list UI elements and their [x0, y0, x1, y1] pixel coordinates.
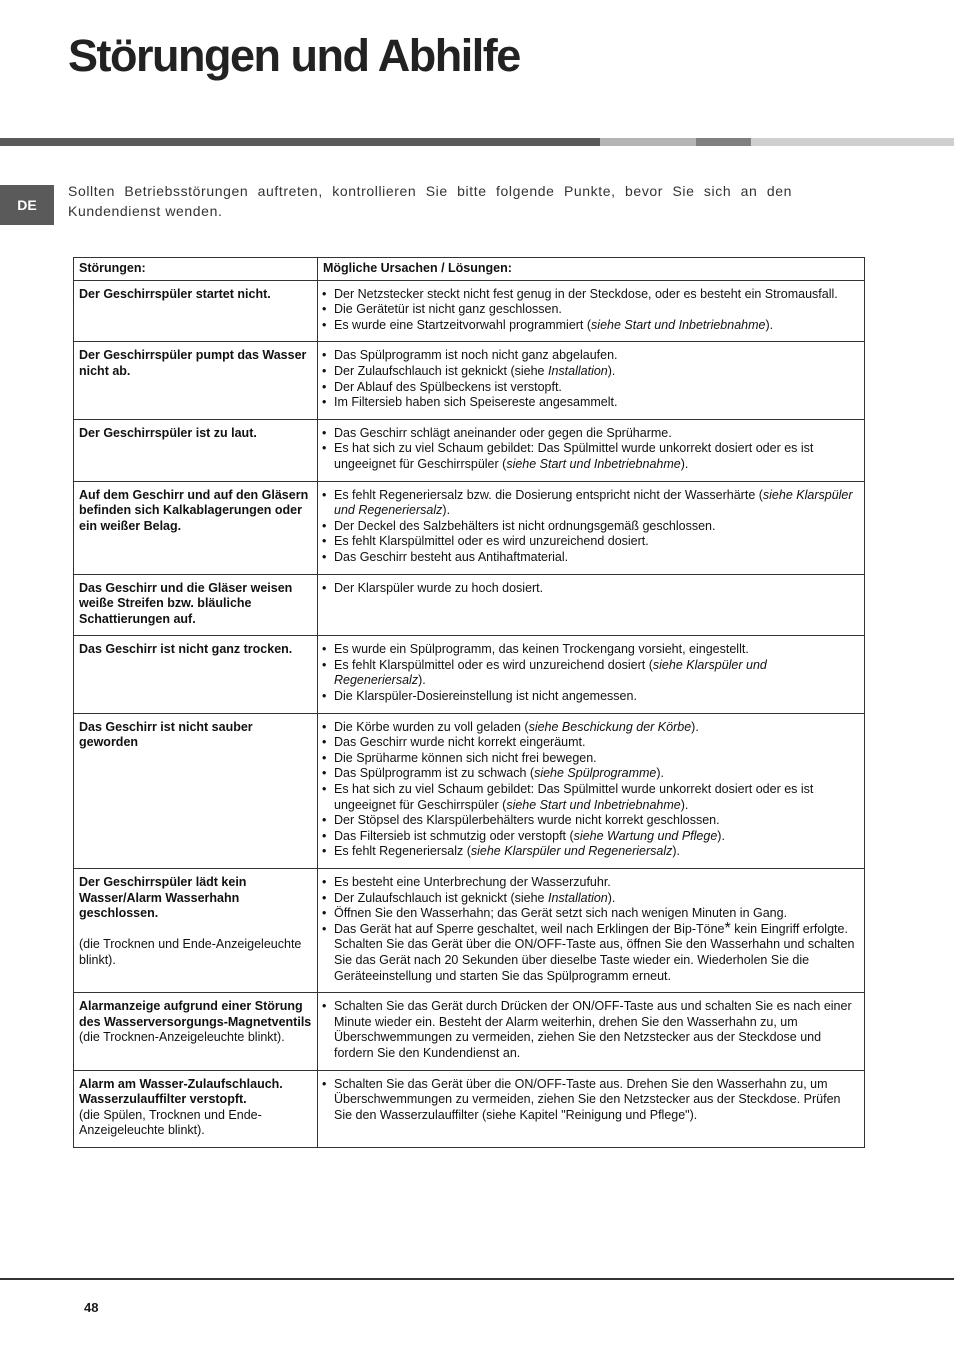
problem-note: (die Trocknen-Anzeigeleuchte blinkt).	[79, 1030, 285, 1045]
table-row	[74, 636, 865, 713]
list-item: • Es hat sich zu viel Schaum gebildet: Das Spülmittel wurde unkorrekt dosiert oder es ist ungeeignet für Geschirrspüler (siehe Start und Inbetriebnahme).	[322, 441, 859, 472]
language-tab: DE	[0, 185, 54, 225]
list-item: • Die Sprüharme können sich nicht frei bewegen.	[322, 751, 859, 767]
problem-cell	[74, 993, 318, 1070]
problem-text: Der Geschirrspüler lädt kein Wasser/Alarm Wasserhahn geschlossen.	[79, 875, 247, 921]
solution-cell	[318, 574, 865, 636]
solution-cell	[318, 993, 865, 1070]
list-item: • Schalten Sie das Gerät über die ON/OFF-Taste aus. Drehen Sie den Wasserhahn zu, um Überschwemmungen zu vermeiden, ziehen Sie den Netzstecker aus der Steckdose. Prüfen Sie den Wasserzulauffilter (siehe Kapitel "Reinigung und Pflege").	[322, 1077, 859, 1124]
problem-text: Der Geschirrspüler startet nicht.	[79, 286, 271, 301]
list-item: • Das Filtersieb ist schmutzig oder verstopft (siehe Wartung und Pflege).	[322, 829, 859, 845]
problem-text: Auf dem Geschirr und auf den Gläsern befinden sich Kalkablagerungen oder ein weißer Belag.	[79, 487, 309, 533]
header-solution: Mögliche Ursachen / Lösungen:	[318, 258, 865, 281]
table-header-row	[74, 258, 865, 281]
table-body	[74, 280, 865, 1147]
solution-cell	[318, 419, 865, 481]
table-row	[74, 869, 865, 993]
list-item: • Das Geschirr wurde nicht korrekt eingeräumt.	[322, 735, 859, 751]
solution-list	[322, 875, 859, 984]
problem-note: (die Trocknen und Ende-Anzeigeleuchte blinkt).	[79, 937, 302, 967]
solution-cell	[318, 636, 865, 713]
table-row	[74, 1070, 865, 1147]
list-item: • Es fehlt Regeneriersalz bzw. die Dosierung entspricht nicht der Wasserhärte (siehe Klarspüler und Regeneriersalz).	[322, 488, 859, 519]
list-item: • Der Netzstecker steckt nicht fest genug in der Steckdose, oder es besteht ein Stromausfall.	[322, 287, 859, 303]
problem-cell	[74, 481, 318, 574]
solution-cell	[318, 713, 865, 868]
problem-text: Das Geschirr und die Gläser weisen weiße Streifen bzw. bläuliche Schattierungen auf.	[79, 580, 293, 626]
solution-list	[322, 426, 859, 473]
list-item: • Das Spülprogramm ist noch nicht ganz abgelaufen.	[322, 348, 859, 364]
solution-list	[322, 642, 859, 704]
problem-cell	[74, 636, 318, 713]
problem-text: Der Geschirrspüler ist zu laut.	[79, 425, 257, 440]
list-item: • Es hat sich zu viel Schaum gebildet: Das Spülmittel wurde unkorrekt dosiert oder es ist ungeeignet für Geschirrspüler (siehe Start und Inbetriebnahme).	[322, 782, 859, 813]
solution-list	[322, 287, 859, 334]
list-item: • Der Zulaufschlauch ist geknickt (siehe Installation).	[322, 891, 859, 907]
solution-list	[322, 348, 859, 410]
problem-cell	[74, 574, 318, 636]
solution-cell	[318, 1070, 865, 1147]
header-bar-mid	[696, 138, 751, 146]
problem-cell	[74, 1070, 318, 1147]
problem-cell	[74, 713, 318, 868]
list-item: • Es fehlt Klarspülmittel oder es wird unzureichend dosiert.	[322, 534, 859, 550]
solution-list	[322, 720, 859, 860]
list-item: • Der Stöpsel des Klarspülerbehälters wurde nicht korrekt geschlossen.	[322, 813, 859, 829]
list-item: • Im Filtersieb haben sich Speisereste angesammelt.	[322, 395, 859, 411]
list-item: • Das Geschirr besteht aus Antihaftmaterial.	[322, 550, 859, 566]
solution-list	[322, 1077, 859, 1124]
list-item: • Das Spülprogramm ist zu schwach (siehe Spülprogramme).	[322, 766, 859, 782]
list-item: • Der Klarspüler wurde zu hoch dosiert.	[322, 581, 859, 597]
header-bar-dark	[0, 138, 600, 146]
table-row	[74, 713, 865, 868]
header-bar-light	[600, 138, 696, 146]
troubleshooting-table	[73, 257, 865, 1148]
list-item: • Es wurde eine Startzeitvorwahl programmiert (siehe Start und Inbetriebnahme).	[322, 318, 859, 334]
intro-text: Sollten Betriebsstörungen auftreten, kontrollieren Sie bitte folgende Punkte, bevor Sie sich an den Kundendienst wenden.	[68, 183, 792, 219]
list-item: • Schalten Sie das Gerät durch Drücken der ON/OFF-Taste aus und schalten Sie es nach einer Minute wieder ein. Besteht der Alarm weiterhin, drehen Sie den Wasserhahn zu, um Überschwemmungen zu vermeiden, ziehen Sie den Netzstecker aus der Steckdose und fordern Sie den Kundendienst an.	[322, 999, 859, 1061]
problem-cell	[74, 419, 318, 481]
solution-cell	[318, 342, 865, 419]
list-item: • Der Zulaufschlauch ist geknickt (siehe Installation).	[322, 364, 859, 380]
list-item: • Das Gerät hat auf Sperre geschaltet, weil nach Erklingen der Bip-Töne* kein Eingriff erfolgte. Schalten Sie das Gerät über die ON/OFF-Taste aus, öffnen Sie den Wasserhahn und schalten Sie das Gerät nach 20 Sekunden über dieselbe Taste wieder ein. Wiederholen Sie die Geräteeinstellung und starten Sie das Spülprogramm erneut.	[322, 922, 859, 984]
header-bar-pale	[751, 138, 954, 146]
spacer	[79, 922, 312, 938]
problem-cell	[74, 342, 318, 419]
list-item: • Der Deckel des Salzbehälters ist nicht ordnungsgemäß geschlossen.	[322, 519, 859, 535]
page-title: Störungen und Abhilfe	[68, 30, 520, 81]
problem-text: Das Geschirr ist nicht sauber geworden	[79, 719, 253, 750]
list-item: • Es fehlt Klarspülmittel oder es wird unzureichend dosiert (siehe Klarspüler und Regeneriersalz).	[322, 658, 859, 689]
problem-text: Der Geschirrspüler pumpt das Wasser nicht ab.	[79, 348, 307, 378]
solution-cell	[318, 280, 865, 342]
problem-note: (die Spülen, Trocknen und Ende-Anzeigeleuchte blinkt).	[79, 1107, 262, 1138]
solution-list	[322, 488, 859, 566]
list-item: • Die Körbe wurden zu voll geladen (siehe Beschickung der Körbe).	[322, 720, 859, 736]
list-item: • Es wurde ein Spülprogramm, das keinen Trockengang vorsieht, eingestellt.	[322, 642, 859, 658]
page-number: 48	[84, 1300, 99, 1315]
table-row	[74, 280, 865, 342]
table-row	[74, 419, 865, 481]
list-item: • Es besteht eine Unterbrechung der Wasserzufuhr.	[322, 875, 859, 891]
solution-cell	[318, 869, 865, 993]
table-row	[74, 993, 865, 1070]
solution-cell	[318, 481, 865, 574]
header-problem: Störungen:	[74, 258, 318, 281]
list-item: • Das Geschirr schlägt aneinander oder gegen die Sprüharme.	[322, 426, 859, 442]
list-item: • Die Klarspüler-Dosiereinstellung ist nicht angemessen.	[322, 689, 859, 705]
solution-list	[322, 581, 859, 597]
list-item: • Der Ablauf des Spülbeckens ist verstopft.	[322, 380, 859, 396]
table-row	[74, 342, 865, 419]
problem-text: Das Geschirr ist nicht ganz trocken.	[79, 642, 293, 657]
list-item: • Öffnen Sie den Wasserhahn; das Gerät setzt sich nach wenigen Minuten in Gang.	[322, 906, 859, 922]
table-row	[74, 481, 865, 574]
problem-text: Alarm am Wasser-Zulaufschlauch. Wasserzulauffilter verstopft.	[79, 1076, 283, 1107]
footer-rule	[0, 1278, 954, 1280]
solution-list	[322, 999, 859, 1061]
problem-cell	[74, 869, 318, 993]
list-item: • Es fehlt Regeneriersalz (siehe Klarspüler und Regeneriersalz).	[322, 844, 859, 860]
problem-text: Alarmanzeige aufgrund einer Störung des Wasserversorgungs-Magnetventils	[79, 999, 312, 1029]
list-item: • Die Gerätetür ist nicht ganz geschlossen.	[322, 302, 859, 318]
table-row	[74, 574, 865, 636]
problem-cell	[74, 280, 318, 342]
